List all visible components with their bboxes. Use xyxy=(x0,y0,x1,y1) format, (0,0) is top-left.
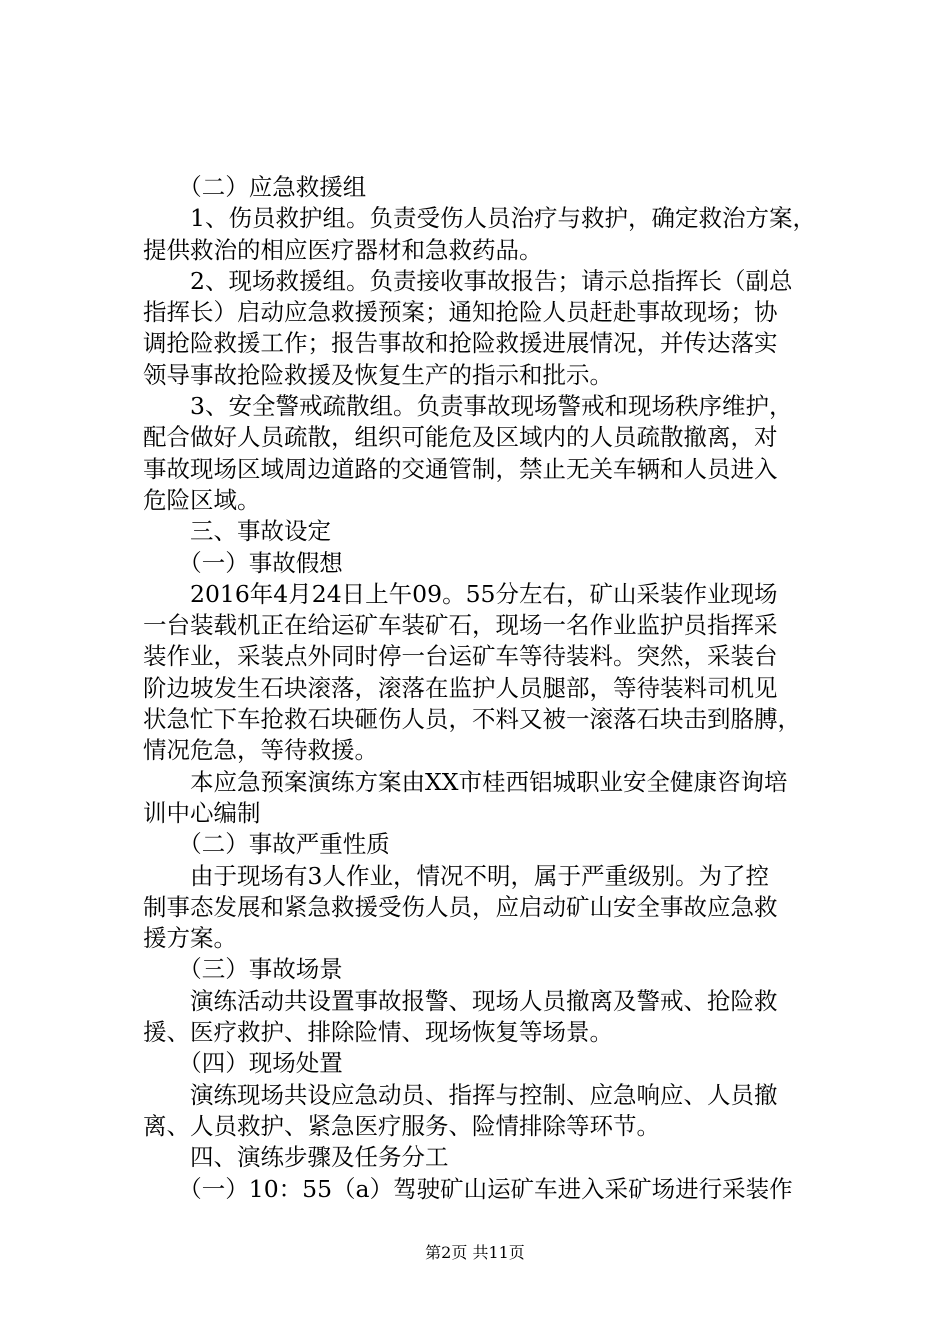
text-line: 1、伤员救护组。负责受伤人员治疗与救护，确定救治方案， xyxy=(143,204,816,233)
text-line: （一）10：55（a）驾驶矿山运矿车进入采矿场进行采装作 xyxy=(143,1174,793,1203)
text-line: 情况危急，等待救援。 xyxy=(143,736,378,765)
text-line: 指挥长）启动应急救援预案；通知抢险人员赶赴事故现场；协 xyxy=(143,298,778,327)
text-line: 离、人员救护、紧急医疗服务、险情排除等环节。 xyxy=(143,1111,660,1140)
text-line: 装作业，采装点外同时停一台运矿车等待装料。突然，采装台 xyxy=(143,642,778,671)
text-line: 训中心编制 xyxy=(143,798,261,827)
text-line: 配合做好人员疏散，组织可能危及区域内的人员疏散撤离，对 xyxy=(143,423,778,452)
text-line: 援、医疗救护、排除险情、现场恢复等场景。 xyxy=(143,1018,613,1047)
text-line: 危险区域。 xyxy=(143,485,261,514)
text-line: 事故现场区域周边道路的交通管制，禁止无关车辆和人员进入 xyxy=(143,454,778,483)
text-line: 由于现场有3人作业，情况不明，属于严重级别。为了控 xyxy=(143,861,769,890)
text-line: 三、事故设定 xyxy=(143,517,331,546)
text-line: 2016年4月24日上午09。55分左右，矿山采装作业现场 xyxy=(143,579,778,608)
text-line: 援方案。 xyxy=(143,924,237,953)
text-line: 状急忙下车抢救石块砸伤人员，不料又被一滚落石块击到胳膊， xyxy=(143,705,801,734)
text-line: （二）事故严重性质 xyxy=(143,830,390,859)
text-line: （三）事故场景 xyxy=(143,955,343,984)
text-line: 2、现场救援组。负责接收事故报告；请示总指挥长（副总 xyxy=(143,266,793,295)
text-line: （四）现场处置 xyxy=(143,1049,343,1078)
text-line: （二）应急救援组 xyxy=(143,173,367,201)
page-number: 第2页 共11页 xyxy=(425,1243,525,1262)
text-line: 领导事故抢险救援及恢复生产的指示和批示。 xyxy=(143,360,613,389)
text-line: 3、安全警戒疏散组。负责事故现场警戒和现场秩序维护， xyxy=(143,392,793,421)
text-line: 提供救治的相应医疗器材和急救药品。 xyxy=(143,235,543,264)
text-line: 四、演练步骤及任务分工 xyxy=(143,1143,449,1172)
text-line: 制事态发展和紧急救援受伤人员，应启动矿山安全事故应急救 xyxy=(143,892,778,921)
text-line: 本应急预案演练方案由XX市桂西铝城职业安全健康咨询培 xyxy=(143,767,788,796)
text-line: 演练现场共设应急动员、指挥与控制、应急响应、人员撤 xyxy=(143,1080,778,1109)
document-body xyxy=(143,172,833,1205)
text-line: 一台装载机正在给运矿车装矿石，现场一名作业监护员指挥采 xyxy=(143,611,778,640)
page-footer xyxy=(0,1243,950,1263)
text-line: 阶边坡发生石块滚落，滚落在监护人员腿部，等待装料司机见 xyxy=(143,673,778,702)
text-line: 调抢险救援工作；报告事故和抢险救援进展情况，并传达落实 xyxy=(143,329,778,358)
text-line: （一）事故假想 xyxy=(143,548,343,577)
text-line: 演练活动共设置事故报警、现场人员撤离及警戒、抢险救 xyxy=(143,986,778,1015)
